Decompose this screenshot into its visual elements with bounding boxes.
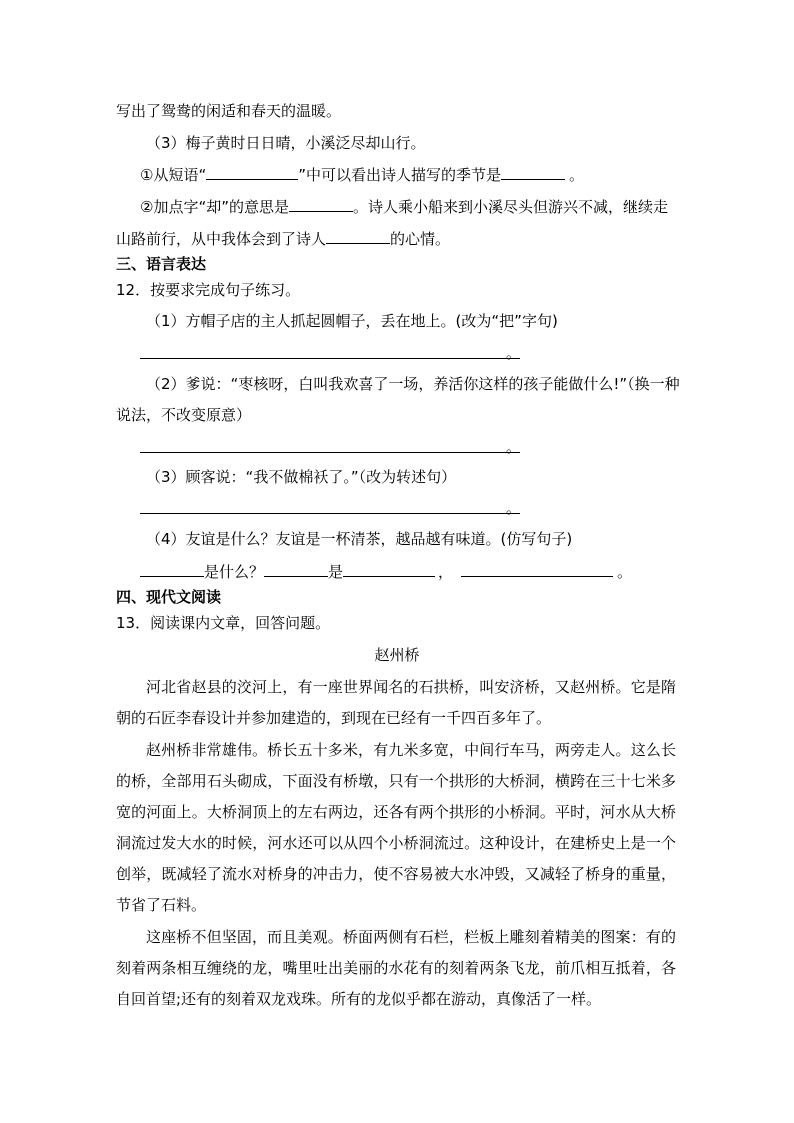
q11-item2-cont [116, 228, 450, 249]
q12-s4: （4）友谊是什么？友谊是一杯清茶，越品越有味道。(仿写句子) [146, 530, 573, 548]
article-paragraph-3: 这座桥不但坚固，而且美观。桥面两侧有石栏，栏板上雕刻着精美的图案：有的刻着两条相互缠绕的龙，嘴里吐出美丽的水花有的刻着两条飞龙，前爪相互抵着，各自回首望;还有的刻着双龙戏珠。所有的龙似乎都在游动，真像活了一样。 [116, 928, 676, 1008]
article-paragraph-2: 赵州桥非常雄伟。桥长五十多米，有九米多宽，中间行车马，两旁走人。这么长的桥，全部用石头砌成，下面没有桥墩，只有一个拱形的大桥洞，横跨在三十七米多宽的河面上。大桥洞顶上的左右两边，还各有两个拱形的小桥洞。平时，河水从大桥洞流过发大水的时候，河水还可以从四个小桥洞流过。这种设计，在建桥史上是一个创举，既减轻了流水对桥身的冲击力，使不容易被大水冲毁，又减轻了桥身的重量，节省了石料。 [116, 741, 676, 914]
q12-s1: （1）方帽子店的主人抓起圆帽子，丢在地上。(改为“把”字句) [146, 312, 558, 330]
q12-s4-end: 。 [617, 563, 633, 581]
section4-heading: 四、现代文阅读 [116, 588, 222, 606]
answer-line-3[interactable] [140, 513, 520, 514]
answer-line-2[interactable] [140, 452, 520, 453]
q11-sub3: （3）梅子黄时日日晴，小溪泛尽却山行。 [146, 134, 426, 152]
q11-item2-text-b: 。诗人乘小船来到小溪尽头但游兴不减，继续走 [353, 198, 669, 216]
answer-blank-season[interactable] [501, 164, 565, 180]
q12-s2-b: 说法，不改变原意） [116, 406, 252, 424]
section3-heading: 三、语言表达 [116, 255, 207, 273]
q13-title: 13．阅读课内文章，回答问题。 [116, 614, 331, 632]
answer-line-3-period: 。 [506, 499, 522, 517]
q12-s4-part1: 是什么？ [204, 563, 265, 581]
article-title: 赵州桥 [374, 646, 420, 664]
article-paragraph-1: 河北省赵县的洨河上，有一座世界闻名的石拱桥，叫安济桥，又赵州桥。它是隋朝的石匠李春设计并参加建造的，到现在已经有一千四百多年了。 [116, 678, 676, 727]
q11-item2 [140, 196, 668, 217]
q11-item1-text-a: ①从短语“ [140, 166, 207, 184]
q11-item1-end: 。 [569, 166, 585, 184]
answer-line-2-period: 。 [506, 438, 522, 456]
q12-s2-a: （2）爹说：“枣核呀，白叫我欢喜了一场，养活你这样的孩子能做什么!”（换一种 [146, 375, 680, 393]
q12-s4-part2: 是 [328, 563, 344, 581]
q12-s4-imitation [140, 561, 632, 582]
answer-line-1[interactable] [140, 358, 520, 359]
q11-item2-text-a: ②加点字“却”的意思是 [140, 198, 289, 216]
answer-blank-s4-2[interactable] [264, 561, 328, 577]
q11-continuation: 写出了鸳鸯的闲适和春天的温暖。 [116, 102, 342, 120]
q11-item1 [140, 164, 584, 185]
q12-s3: （3）顾客说：“我不做棉袄了。”（改为转述句） [146, 468, 457, 486]
q11-item2-text-d: 的心情。 [390, 230, 451, 248]
answer-blank-s4-3[interactable] [343, 561, 435, 577]
answer-blank-mood[interactable] [326, 228, 390, 244]
answer-blank-phrase[interactable] [206, 164, 298, 180]
q12-title: 12．按要求完成句子练习。 [116, 281, 301, 299]
q11-item2-text-c: 山路前行，从中我体会到了诗人 [116, 230, 327, 248]
answer-blank-meaning[interactable] [289, 196, 353, 212]
answer-line-1-period: 。 [506, 344, 522, 362]
q11-item1-text-b: ”中可以看出诗人描写的季节是 [298, 166, 501, 184]
answer-blank-s4-1[interactable] [140, 561, 204, 577]
answer-blank-s4-4[interactable] [461, 561, 613, 577]
q12-s4-part3: ， [438, 563, 454, 581]
